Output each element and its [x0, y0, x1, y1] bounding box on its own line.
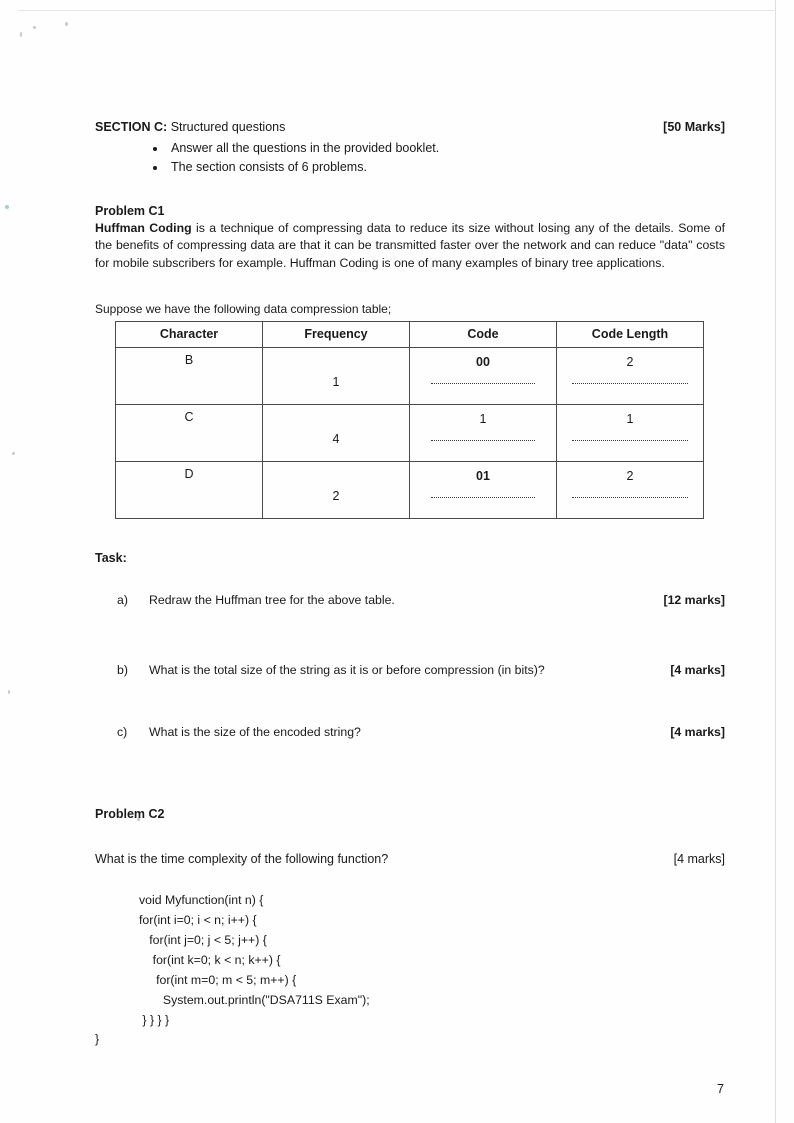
- scan-speck: [8, 690, 10, 694]
- task-item-a: [95, 593, 725, 607]
- cell-code-length: [557, 405, 704, 462]
- code-length-answer-value: 2: [626, 469, 634, 484]
- task-b-text: What is the total size of the string as it is or before compression (in bits)?: [149, 663, 545, 678]
- section-instructions-list: [95, 139, 725, 178]
- code-line: }: [95, 1032, 100, 1047]
- section-title: Structured questions: [167, 120, 286, 134]
- section-heading-text: [95, 120, 285, 134]
- cell-frequency: [263, 405, 410, 462]
- cell-character: [116, 348, 263, 405]
- problem-c2-marks: [4 marks]: [673, 852, 725, 867]
- code-answer-value: 1: [479, 412, 487, 427]
- page-edge-right: [775, 0, 776, 1123]
- table-header-row: [116, 322, 704, 348]
- character-value: C: [184, 410, 194, 425]
- column-header-code-length: Code Length: [557, 322, 704, 348]
- code-line: for(int m=0; m < 5; m++) {: [139, 972, 297, 987]
- code-length-answer-wrap[interactable]: [557, 348, 703, 384]
- task-c-text: What is the size of the encoded string?: [149, 725, 361, 740]
- task-a-text: Redraw the Huffman tree for the above table.: [149, 593, 395, 608]
- code-answer-value: 00: [476, 355, 490, 370]
- column-header-frequency: Frequency: [263, 322, 410, 348]
- answer-dotted-line: [431, 373, 535, 384]
- task-a-tag: a): [117, 593, 128, 608]
- cell-code-length: [557, 462, 704, 519]
- answer-dotted-line: [431, 487, 535, 498]
- code-answer-wrap[interactable]: [410, 462, 556, 498]
- section-marks: [50 Marks]: [663, 120, 725, 134]
- problem-c1-title: Problem C1: [95, 203, 165, 218]
- section-label: SECTION C:: [95, 120, 168, 134]
- problem-c2-title: Problem C2: [95, 807, 165, 822]
- cell-character: [116, 405, 263, 462]
- scan-speck: [12, 452, 15, 455]
- code-line: System.out.println("DSA711S Exam");: [139, 992, 370, 1007]
- answer-dotted-line: [572, 487, 688, 498]
- code-answer-wrap[interactable]: [410, 405, 556, 441]
- code-block: [95, 891, 725, 1050]
- code-length-answer-value: 1: [626, 412, 634, 427]
- huffman-coding-term: Huffman Coding: [95, 220, 192, 235]
- code-line: } } } }: [139, 1012, 170, 1027]
- scan-speck: [65, 22, 68, 26]
- task-b-marks: [4 marks]: [670, 663, 725, 678]
- table-row: [116, 462, 704, 519]
- column-header-code: Code: [410, 322, 557, 348]
- character-value: B: [184, 353, 194, 368]
- code-answer-wrap[interactable]: [410, 348, 556, 384]
- answer-dotted-line: [572, 430, 688, 441]
- problem-c1-intro-rest: is a technique of compressing data to reduce its size without losing any of the details. Some of the benefits of compressing data are that it can be transmitted faster over the network and can reduce "data" costs for mobile subscribers for example. Huffman Coding is one of many examples of binary tree applications.: [95, 220, 725, 270]
- table-row: [116, 405, 704, 462]
- task-c-tag: c): [117, 725, 128, 740]
- section-header: [95, 120, 725, 134]
- cell-code: [410, 462, 557, 519]
- cell-code: [410, 348, 557, 405]
- code-line: for(int k=0; k < n; k++) {: [139, 952, 281, 967]
- column-header-character: Character: [116, 322, 263, 348]
- task-c-marks: [4 marks]: [670, 725, 725, 740]
- code-line: for(int i=0; i < n; i++) {: [139, 913, 257, 928]
- frequency-value: 2: [332, 489, 340, 504]
- task-label: Task:: [95, 551, 127, 566]
- list-item: • Answer all the questions in the provided booklet.: [167, 139, 725, 158]
- document-content: [95, 120, 725, 1050]
- scan-speck: [5, 205, 9, 209]
- cell-frequency: [263, 348, 410, 405]
- compression-table: [115, 321, 704, 519]
- character-value: D: [184, 467, 194, 482]
- code-line: for(int j=0; j < 5; j++) {: [139, 932, 267, 947]
- code-line: void Myfunction(int n) {: [139, 893, 264, 908]
- scan-speck: [20, 32, 22, 37]
- task-a-marks: [12 marks]: [663, 593, 725, 608]
- code-length-answer-wrap[interactable]: [557, 462, 703, 498]
- table-intro-text: Suppose we have the following data compression table;: [95, 302, 392, 317]
- code-length-answer-wrap[interactable]: [557, 405, 703, 441]
- page-number: 7: [717, 1082, 724, 1096]
- code-length-answer-value: 2: [626, 355, 634, 370]
- cell-code-length: [557, 348, 704, 405]
- cell-frequency: [263, 462, 410, 519]
- task-item-b: [95, 663, 725, 677]
- scan-speck: [33, 26, 36, 29]
- cell-character: [116, 462, 263, 519]
- task-item-c: [95, 725, 725, 739]
- problem-c2-question: What is the time complexity of the following function?: [95, 852, 389, 867]
- frequency-value: 1: [332, 375, 340, 390]
- frequency-value: 4: [332, 432, 340, 447]
- answer-dotted-line: [431, 430, 535, 441]
- problem-c2-question-row: [95, 852, 725, 866]
- problem-c1-intro: [95, 220, 725, 272]
- table-row: [116, 348, 704, 405]
- cell-code: [410, 405, 557, 462]
- code-answer-value: 01: [476, 469, 490, 484]
- list-item: • The section consists of 6 problems.: [167, 158, 725, 177]
- answer-dotted-line: [572, 373, 688, 384]
- task-b-tag: b): [117, 663, 128, 678]
- page-edge-top: [18, 10, 776, 11]
